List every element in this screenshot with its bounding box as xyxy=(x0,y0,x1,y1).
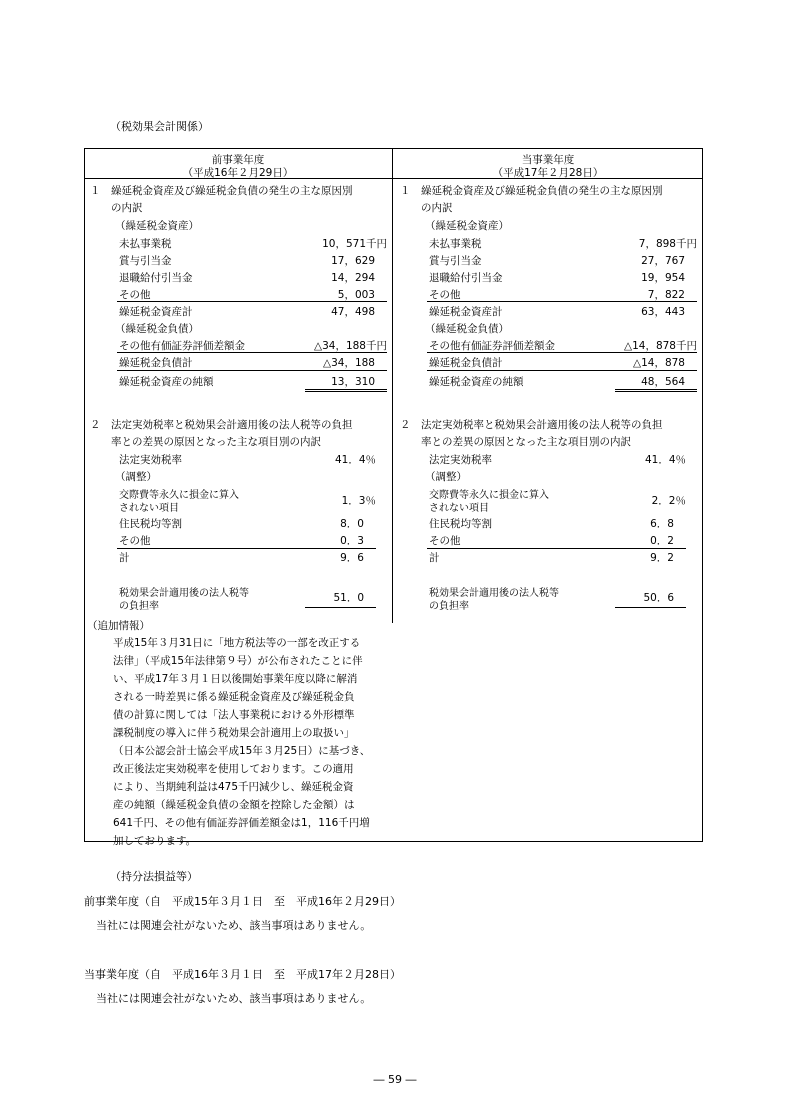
part2-title: 法定実効税率と税効果会計適用後の法人税等の負担 xyxy=(111,419,353,431)
part1-title-cont: の内訳 xyxy=(111,202,143,214)
prev-entertainment: 1．3％ xyxy=(341,495,376,507)
assets-heading: （繰延税金資産） xyxy=(115,220,199,232)
part1-number: １ xyxy=(90,185,101,197)
label-total: 計 xyxy=(119,552,130,564)
assets-heading-curr: （繰延税金資産） xyxy=(425,220,509,232)
label-retirement-curr: 退職給付引当金 xyxy=(429,272,503,284)
curr-burden: 50．6 xyxy=(643,592,674,604)
label-securities-diff: その他有価証券評価差額金 xyxy=(119,340,245,352)
additional-info-text xyxy=(113,634,388,850)
label-burden-cont-curr: の負担率 xyxy=(429,601,469,612)
prev-other: 5，003 xyxy=(337,289,375,301)
equity-prev-period: 前事業年度（自 平成15年３月１日 至 平成16年２月29日） xyxy=(84,895,401,908)
rule xyxy=(427,370,697,371)
label-unpaid-tax: 未払事業税 xyxy=(119,238,172,250)
prev-statutory: 41．4％ xyxy=(334,454,376,466)
column-divider xyxy=(392,148,393,623)
curr-other: 7，822 xyxy=(647,289,685,301)
additional-line: 課税制度の導入に伴う税効果会計適用上の取扱い」 xyxy=(113,727,355,739)
part2-number-curr: ２ xyxy=(400,419,411,431)
additional-line: 641千円、その他有価証券評価差額金は1，116千円増 xyxy=(113,817,370,829)
prev-other2: 0．3 xyxy=(340,535,364,547)
additional-line: 加しております。 xyxy=(113,835,197,847)
part2-title-curr: 法定実効税率と税効果会計適用後の法人税等の負担 xyxy=(421,419,663,431)
prev-assets-total: 47，498 xyxy=(331,306,375,318)
label-other-curr: その他 xyxy=(429,289,461,301)
additional-line: い、平成17年３月１日以後開始事業年度以降に解消 xyxy=(113,673,358,685)
section-title: （税効果会計関係） xyxy=(110,120,209,133)
prev-bonus: 17，629 xyxy=(331,255,375,267)
curr-header-date: （平成17年２月28日） xyxy=(492,167,604,179)
prev-unpaid-tax: 10，571千円 xyxy=(322,238,387,250)
label-net: 繰延税金資産の純額 xyxy=(119,376,214,388)
label-bonus-curr: 賞与引当金 xyxy=(429,255,482,267)
rule xyxy=(427,301,697,302)
rule xyxy=(117,370,387,371)
prev-resident: 8．0 xyxy=(340,518,364,530)
curr-net: 48，564 xyxy=(641,376,685,388)
curr-other2: 0．2 xyxy=(650,535,674,547)
part2-number: ２ xyxy=(90,419,101,431)
curr-bonus: 27，767 xyxy=(641,255,685,267)
label-entertainment: 交際費等永久に損金に算入 xyxy=(119,490,239,501)
rule xyxy=(615,389,697,390)
part2-title-cont-curr: 率との差異の原因となった主な項目別の内訳 xyxy=(421,436,631,448)
prev-burden: 51．0 xyxy=(333,592,364,604)
label-statutory: 法定実効税率 xyxy=(119,454,182,466)
additional-line: 法律」（平成15年法律第９号）が公布されたことに伴 xyxy=(113,655,363,667)
rule xyxy=(615,607,686,608)
prev-retirement: 14，294 xyxy=(331,272,375,284)
curr-entertainment: 2．2％ xyxy=(651,495,686,507)
rule xyxy=(117,352,387,353)
label-other2-curr: その他 xyxy=(429,535,461,547)
prev-total: 9．6 xyxy=(340,552,364,564)
part1-title: 繰延税金資産及び繰延税金負債の発生の主な原因別 xyxy=(111,185,353,197)
label-unpaid-tax-curr: 未払事業税 xyxy=(429,238,482,250)
equity-curr-period: 当事業年度（自 平成16年３月１日 至 平成17年２月28日） xyxy=(84,968,401,981)
prev-header-title: 前事業年度 xyxy=(211,154,265,166)
label-liabilities-total: 繰延税金負債計 xyxy=(119,357,193,369)
rule xyxy=(427,548,686,549)
label-bonus: 賞与引当金 xyxy=(119,255,172,267)
prev-liabilities-total: △34，188 xyxy=(323,357,375,369)
label-adjust-curr: （調整） xyxy=(425,471,467,483)
prev-header-date: （平成16年２月29日） xyxy=(182,167,294,179)
additional-line: により、当期純利益は475千円減少し、繰延税金資 xyxy=(113,781,354,793)
rule xyxy=(427,352,697,353)
label-resident: 住民税均等割 xyxy=(119,518,182,530)
label-statutory-curr: 法定実効税率 xyxy=(429,454,492,466)
label-resident-curr: 住民税均等割 xyxy=(429,518,492,530)
additional-line: 債の計算に関しては「法人事業税における外形標準 xyxy=(113,709,355,721)
label-retirement: 退職給付引当金 xyxy=(119,272,193,284)
prev-net: 13，310 xyxy=(331,376,375,388)
rule xyxy=(117,548,376,549)
prev-securities-diff: △34，188千円 xyxy=(314,340,387,352)
rule xyxy=(117,301,387,302)
label-securities-diff-curr: その他有価証券評価差額金 xyxy=(429,340,555,352)
label-net-curr: 繰延税金資産の純額 xyxy=(429,376,524,388)
part1-title-cont-curr: の内訳 xyxy=(421,202,453,214)
curr-unpaid-tax: 7，898千円 xyxy=(638,238,697,250)
label-liabilities-total-curr: 繰延税金負債計 xyxy=(429,357,503,369)
rule xyxy=(305,391,387,392)
curr-liabilities-total: △14，878 xyxy=(633,357,685,369)
label-adjust: （調整） xyxy=(115,471,157,483)
part1-number-curr: １ xyxy=(400,185,411,197)
additional-line: 改正後法定実効税率を使用しております。この適用 xyxy=(113,763,354,775)
page-number: ― 59 ― xyxy=(373,1073,417,1086)
label-entertainment-cont-curr: されない項目 xyxy=(429,503,489,514)
label-total-curr: 計 xyxy=(429,552,440,564)
curr-assets-total: 63，443 xyxy=(641,306,685,318)
part1-title-curr: 繰延税金資産及び繰延税金負債の発生の主な原因別 xyxy=(421,185,663,197)
additional-line: 平成15年３月31日に「地方税法等の一部を改正する xyxy=(113,637,361,649)
additional-line: （日本公認会計士協会平成15年３月25日）に基づき、 xyxy=(113,745,371,757)
rule xyxy=(615,391,697,392)
label-burden: 税効果会計適用後の法人税等 xyxy=(119,588,249,599)
curr-securities-diff: △14，878千円 xyxy=(624,340,697,352)
part2-title-cont: 率との差異の原因となった主な項目別の内訳 xyxy=(111,436,321,448)
label-other2: その他 xyxy=(119,535,151,547)
additional-info-heading: （追加情報） xyxy=(87,620,150,632)
equity-prev-text: 当社には関連会社がないため、該当事項はありません。 xyxy=(96,919,372,932)
label-other: その他 xyxy=(119,289,151,301)
equity-curr-text: 当社には関連会社がないため、該当事項はありません。 xyxy=(96,992,372,1005)
label-burden-cont: の負担率 xyxy=(119,601,159,612)
liabilities-heading: （繰延税金負債） xyxy=(115,323,199,335)
curr-header-title: 当事業年度 xyxy=(521,154,575,166)
curr-retirement: 19，954 xyxy=(641,272,685,284)
additional-line: される一時差異に係る繰延税金資産及び繰延税金負 xyxy=(113,691,355,703)
curr-statutory: 41．4％ xyxy=(644,454,686,466)
liabilities-heading-curr: （繰延税金負債） xyxy=(425,323,509,335)
additional-line: 産の純額（繰延税金負債の金額を控除した金額）は xyxy=(113,799,355,811)
label-assets-total-curr: 繰延税金資産計 xyxy=(429,306,503,318)
curr-total: 9．2 xyxy=(650,552,674,564)
label-assets-total: 繰延税金資産計 xyxy=(119,306,193,318)
rule xyxy=(305,389,387,390)
equity-heading: （持分法損益等） xyxy=(110,870,198,883)
label-burden-curr: 税効果会計適用後の法人税等 xyxy=(429,588,559,599)
curr-resident: 6．8 xyxy=(650,518,674,530)
label-entertainment-curr: 交際費等永久に損金に算入 xyxy=(429,490,549,501)
label-entertainment-cont: されない項目 xyxy=(119,503,179,514)
rule xyxy=(305,607,376,608)
